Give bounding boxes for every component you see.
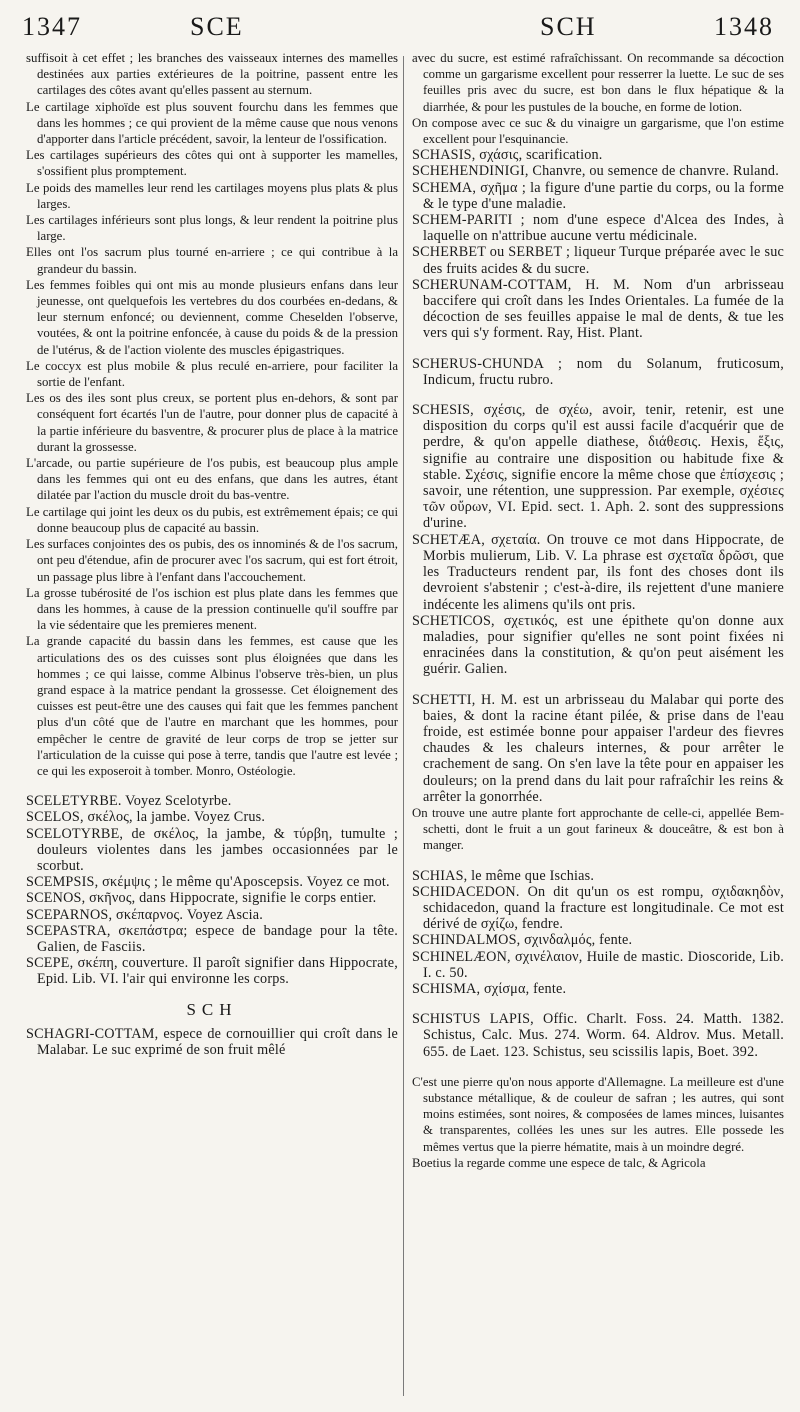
paragraph: Les cartilages inférieurs sont plus longs, & leur rendent la poitrine plus large.: [26, 213, 398, 244]
paragraph: La grosse tubérosité de l'os ischion est plus plate dans les femmes que dans les hommes, à cause de la pression continuelle qu'il souffre par la vie sédentaire que les premieres menent.: [26, 585, 398, 633]
dictionary-entry: SCHISMA, σχίσμα, fente.: [412, 980, 567, 997]
section-heading: SCH: [186, 999, 238, 1019]
dictionary-entry: SCELETYRBE. Voyez Scelotyrbe.: [26, 793, 232, 810]
paragraph: L'arcade, ou partie supérieure de l'os pubis, est beaucoup plus ample dans les femmes qui ont eu des enfans, que dans les autres, étant dilatée par l'action du muscle droit du bas-ventre.: [26, 456, 398, 503]
dictionary-entry: SCHISTUS LAPIS, Offic. Charlt. Foss. 24. Matth. 1382. Schistus, Calc. Mus. 274. Worm. 64. Aldrov. Mus. Metall. 655. de Laet. 123. Schistus, seu scissilis lapis, Boet. 392.: [412, 1011, 784, 1060]
dictionary-entry: SCHIAS, le même que Ischias.: [412, 867, 595, 884]
dictionary-entry: SCHERUS-CHUNDA ; nom du Solanum, fruticosum, Indicum, fructu rubro.: [412, 355, 784, 388]
paragraph: suffisoit à cet effet ; les branches des vaisseaux internes des mamelles destinées aux parties extérieures de la poitrine, passent entre les cartilages des côtes avant qu'elles passent au sternum.: [26, 51, 398, 98]
dictionary-entry: SCHESIS, σχέσις, de σχέω, avoir, tenir, retenir, est une disposition du corps qu'il est aussi facile d'acquérir que de perdre, & qu'on appelle diathese, διάθεσις. Hexis, ἕξις, signifie au contraire une disposition ou habitude fixe & stable. Σχέσις, signifie encore la même chose que ἐπίσχεσις ; savoir, une rétention, une suppression. Par exemple, σχέσιες τῶν οὔρων, VI. Epid. sect. 1. Aph. 2. sont des suppressions d'urine.: [412, 402, 784, 532]
running-head-right: SCH: [540, 12, 597, 41]
dictionary-entry: SCHETTI, H. M. est un arbrisseau du Malabar qui porte des baies, & dont la racine étant pilée, & prise dans de l'eau froide, est estimée bonne pour appaiser l'ardeur des fievres chaudes & les chaleurs internes, & pour arrêter le crachement de sang. On s'en lave la tête pour en appaiser les douleurs; on la prend dans du lait pour rafraîchir les reins & arrêter la gonorrhée.: [412, 691, 784, 805]
paragraph: Le poids des mamelles leur rend les cartilages moyens plus plats & plus larges.: [26, 180, 398, 211]
page-number-left: 1347: [22, 12, 82, 41]
paragraph: C'est une pierre qu'on nous apporte d'Allemagne. La meilleure est d'une substance métallique, & de couleur de safran ; les autres, qui sont moins estimées, sont noires, & composées de lames minces, luisantes & transparentes, collées les unes sur les autres. Elle possede les mêmes vertus que la pierre hématite, mais à un moindre degré.: [412, 1074, 784, 1154]
dictionary-entry: SCHINDALMOS, σχινδαλμός, fente.: [412, 932, 633, 949]
dictionary-entry: SCHERBET ou SERBET ; liqueur Turque préparée avec le suc des fruits acides & du sucre.: [412, 244, 784, 277]
dictionary-entry: SCELOS, σκέλος, la jambe. Voyez Crus.: [26, 809, 266, 826]
paragraph: Les femmes foibles qui ont mis au monde plusieurs enfans dans leur jeunesse, ont quelquefois les vertebres du dos courbées en-dedans, & leur sternum enfoncé; ou deviennent, comme Cheselden l'observe, voutées, & ont la poitrine enfoncée, à cause du poids & de la pression de l'utérus, & de l'action violente des muscles épigastriques.: [26, 277, 398, 357]
dictionary-entry: SCHAGRI-COTTAM, espece de cornouillier qui croît dans le Malabar. Le suc exprimé de son fruit mêlé: [26, 1025, 398, 1058]
paragraph: Les surfaces conjointes des os pubis, des os innominés & de l'os sacrum, ont peu d'étendue, afin de procurer avec l'os sacrum, qui est fort étroit, un passage plus libre à l'enfant dans l'accouchement.: [26, 537, 398, 584]
dictionary-entry: SCEPE, σκέπη, couverture. Il paroît signifier dans Hippocrate, Epid. Lib. VI. l'air qui environne les corps.: [26, 955, 398, 988]
paragraph: avec du sucre, est estimé rafraîchissant. On recommande sa décoction comme un gargarisme excellent pour resserrer la luette. Le suc de ses feuilles pris avec du sucre, est bon dans le flux hépatique & la diarrhée, & pour les pustules de la bouche, en forme de lotion.: [412, 51, 784, 114]
dictionary-entry: SCEPASTRA, σκεπάστρα; espece de bandage pour la tête. Galien, de Fasciis.: [26, 922, 398, 955]
dictionary-entry: SCEMPSIS, σκέμψις ; le même qu'Aposcepsis. Voyez ce mot.: [26, 874, 390, 891]
paragraph: Le cartilage xiphoïde est plus souvent fourchu dans les femmes que dans les hommes ; ce qui provient de la même cause que nous venons d'apporter dans l'article précédent, savoir, la lenteur de l'ossification.: [26, 99, 398, 147]
dictionary-entry: SCHIDACEDON. On dit qu'un os est rompu, σχιδακηδὸν, schidacedon, quand la fracture est longitudinale. Ce mot est dérivé de σχίζω, fendre.: [412, 883, 784, 933]
paragraph: Boetius la regarde comme une espece de talc, & Agricola: [412, 1155, 706, 1170]
dictionary-entry: SCHEHENDINIGI, Chanvre, ou semence de chanvre. Ruland.: [412, 163, 779, 180]
paragraph: On trouve une autre plante fort approchante de celle-ci, appellée Bem-schetti, dont le fruit a un gout farineux & douceâtre, & est bon à manger.: [412, 805, 784, 853]
dictionary-entry: SCENOS, σκῆνος, dans Hippocrate, signifie le corps entier.: [26, 890, 377, 907]
dictionary-entry: SCELOTYRBE, de σκέλος, la jambe, & τύρβη, tumulte ; douleurs violentes dans les jambes occasionnées par le scorbut.: [26, 825, 398, 874]
paragraph: Le coccyx est plus mobile & plus reculé en-arriere, pour faciliter la sortie de l'enfant.: [26, 358, 398, 390]
dictionary-entry: SCHEMA, σχῆμα ; la figure d'une partie du corps, ou la forme & le type d'une maladie.: [412, 179, 784, 212]
dictionary-entry: SCHERUNAM-COTTAM, H. M. Nom d'un arbrisseau baccifere qui croît dans les Indes Orientales. La fumée de la décoction de ses feuilles appaise le mal de dents, & tue les vers qui s'y forment. Ray, Hist. Plant.: [412, 276, 784, 342]
paragraph: On compose avec ce suc & du vinaigre un gargarisme, que l'on estime excellent pour l'esquinancie.: [412, 115, 784, 147]
page-number-right: 1348: [714, 12, 774, 41]
column-divider: [403, 56, 404, 1396]
dictionary-entry: SCHEM-PARITI ; nom d'une espece d'Alcea des Indes, à laquelle on n'attribue aucune vertu médicinale.: [412, 212, 784, 245]
paragraph: Les cartilages supérieurs des côtes qui ont à supporter les mamelles, s'ossifient plus promptement.: [26, 148, 398, 179]
right-column: [412, 50, 784, 1400]
paragraph: Le cartilage qui joint les deux os du pubis, est extrêmement épais; ce qui donne beaucoup plus de capacité au bassin.: [26, 504, 398, 535]
left-column: [26, 50, 398, 1400]
running-head-left: SCE: [190, 12, 244, 41]
paragraph: Les os des iles sont plus creux, se portent plus en-dehors, & sont par conséquent fort écartés l'un de l'autre, pour donner plus de capacité à la partie inférieure du basventre, & procurer plus de place à la matrice durant la grossesse.: [26, 391, 398, 454]
dictionary-entry: SCEPARNOS, σκέπαρνος. Voyez Ascia.: [26, 906, 264, 923]
dictionary-entry: SCHETICOS, σχετικός, est une épithete qu'on donne aux maladies, pour signifier qu'elles ne sont point fixées ni enracinées dans la constitution, & qu'on peut aisément les guérir. Galien.: [412, 612, 784, 678]
paragraph: Elles ont l'os sacrum plus tourné en-arriere ; ce qui contribue à la grandeur du bassin.: [26, 245, 398, 276]
dictionary-entry: SCHASIS, σχάσις, scarification.: [412, 147, 603, 164]
paragraph: La grande capacité du bassin dans les femmes, est cause que les articulations des os des cuisses sont plus éloignées que dans les hommes ; ce qui laisse, comme Albinus l'observe très-bien, un plus grand espace à la matrice pendant la grossesse. Cet éloignement des cuisses est peut-être une des causes qui fait que les femmes panchent plus d'un côté que de l'autre en marchant que les hommes, pour empêcher le centre de gravité de leur corps de trop se jetter sur l'articulation de la cuisse qui pose à terre, tandis que l'autre est levée ; ce qui les exposeroit à tomber. Monro, Ostéologie.: [26, 634, 398, 778]
dictionary-entry: SCHINELÆON, σχινέλαιον, Huile de mastic. Dioscoride, Lib. I. c. 50.: [412, 948, 784, 981]
dictionary-entry: SCHETÆA, σχεταία. On trouve ce mot dans Hippocrate, de Morbis mulierum, Lib. V. La phrase est σχεταῖα δρῶσι, que les Traducteurs rendent par, ils font des choses dont ils devroient s'abstenir ; c'est-à-dire, ils rejettent d'une maniere indécente les alimens qu'ils ont pris.: [412, 531, 784, 613]
